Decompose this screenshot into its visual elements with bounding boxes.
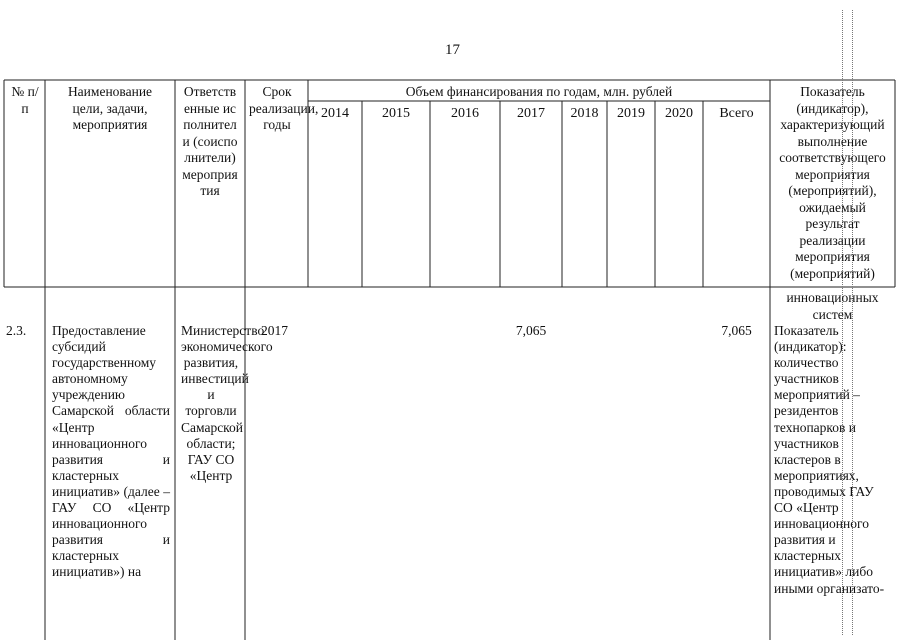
header-funding-group: Объем финансирования по годам, млн. рублей (405, 84, 673, 99)
header-indicator: Показатель (индикатор), характеризующий выполнение соответствующего мероприятия (мероприятий), ожидаемый результат реализации мероприятия (мероприятий) (779, 84, 886, 281)
row-period: 2017 (261, 323, 288, 338)
header-total: Всего (719, 106, 754, 121)
header-num: № п/п (11, 84, 39, 116)
header-year-2018: 2018 (570, 106, 599, 121)
header-year-2019: 2019 (617, 106, 645, 121)
header-name: Наименование цели, задачи, мероприятия (67, 84, 153, 132)
header-responsible: Ответственные исполнители (соисполнители) мероприятия (182, 84, 238, 198)
header-year-2016: 2016 (451, 106, 479, 121)
page-number: 17 (445, 42, 460, 58)
header-period: Срок реализации, годы (249, 84, 319, 132)
header-year-2014: 2014 (321, 106, 349, 121)
row-value-2017: 7,065 (515, 323, 547, 338)
row-name: Предоставление субсидий государственному автономному учреждению Самарской области «Центр инновационного развития и кластерных инициатив» (далее – ГАУ СО «Центр инновационного развития и кластерных инициатив») на (52, 323, 170, 580)
indicator-continued-text: инновационных систем (786, 290, 879, 322)
row-total: 7,065 (721, 323, 752, 338)
row-indicator: Показатель (индикатор): количество участников мероприятий – резидентов технопарков и участников кластеров в мероприятиях, проводимых ГАУ СО «Центр инновационного развития и кластерных инициатив» либо иными организато- (774, 323, 885, 596)
row-responsible: Министерство экономического развития, инвестиций и торговли Самарской области; ГАУ СО «Центр (181, 323, 273, 483)
header-year-2017: 2017 (517, 106, 545, 121)
row-num: 2.3. (6, 323, 27, 338)
header-year-2015: 2015 (382, 106, 410, 121)
header-year-2020: 2020 (665, 106, 693, 121)
